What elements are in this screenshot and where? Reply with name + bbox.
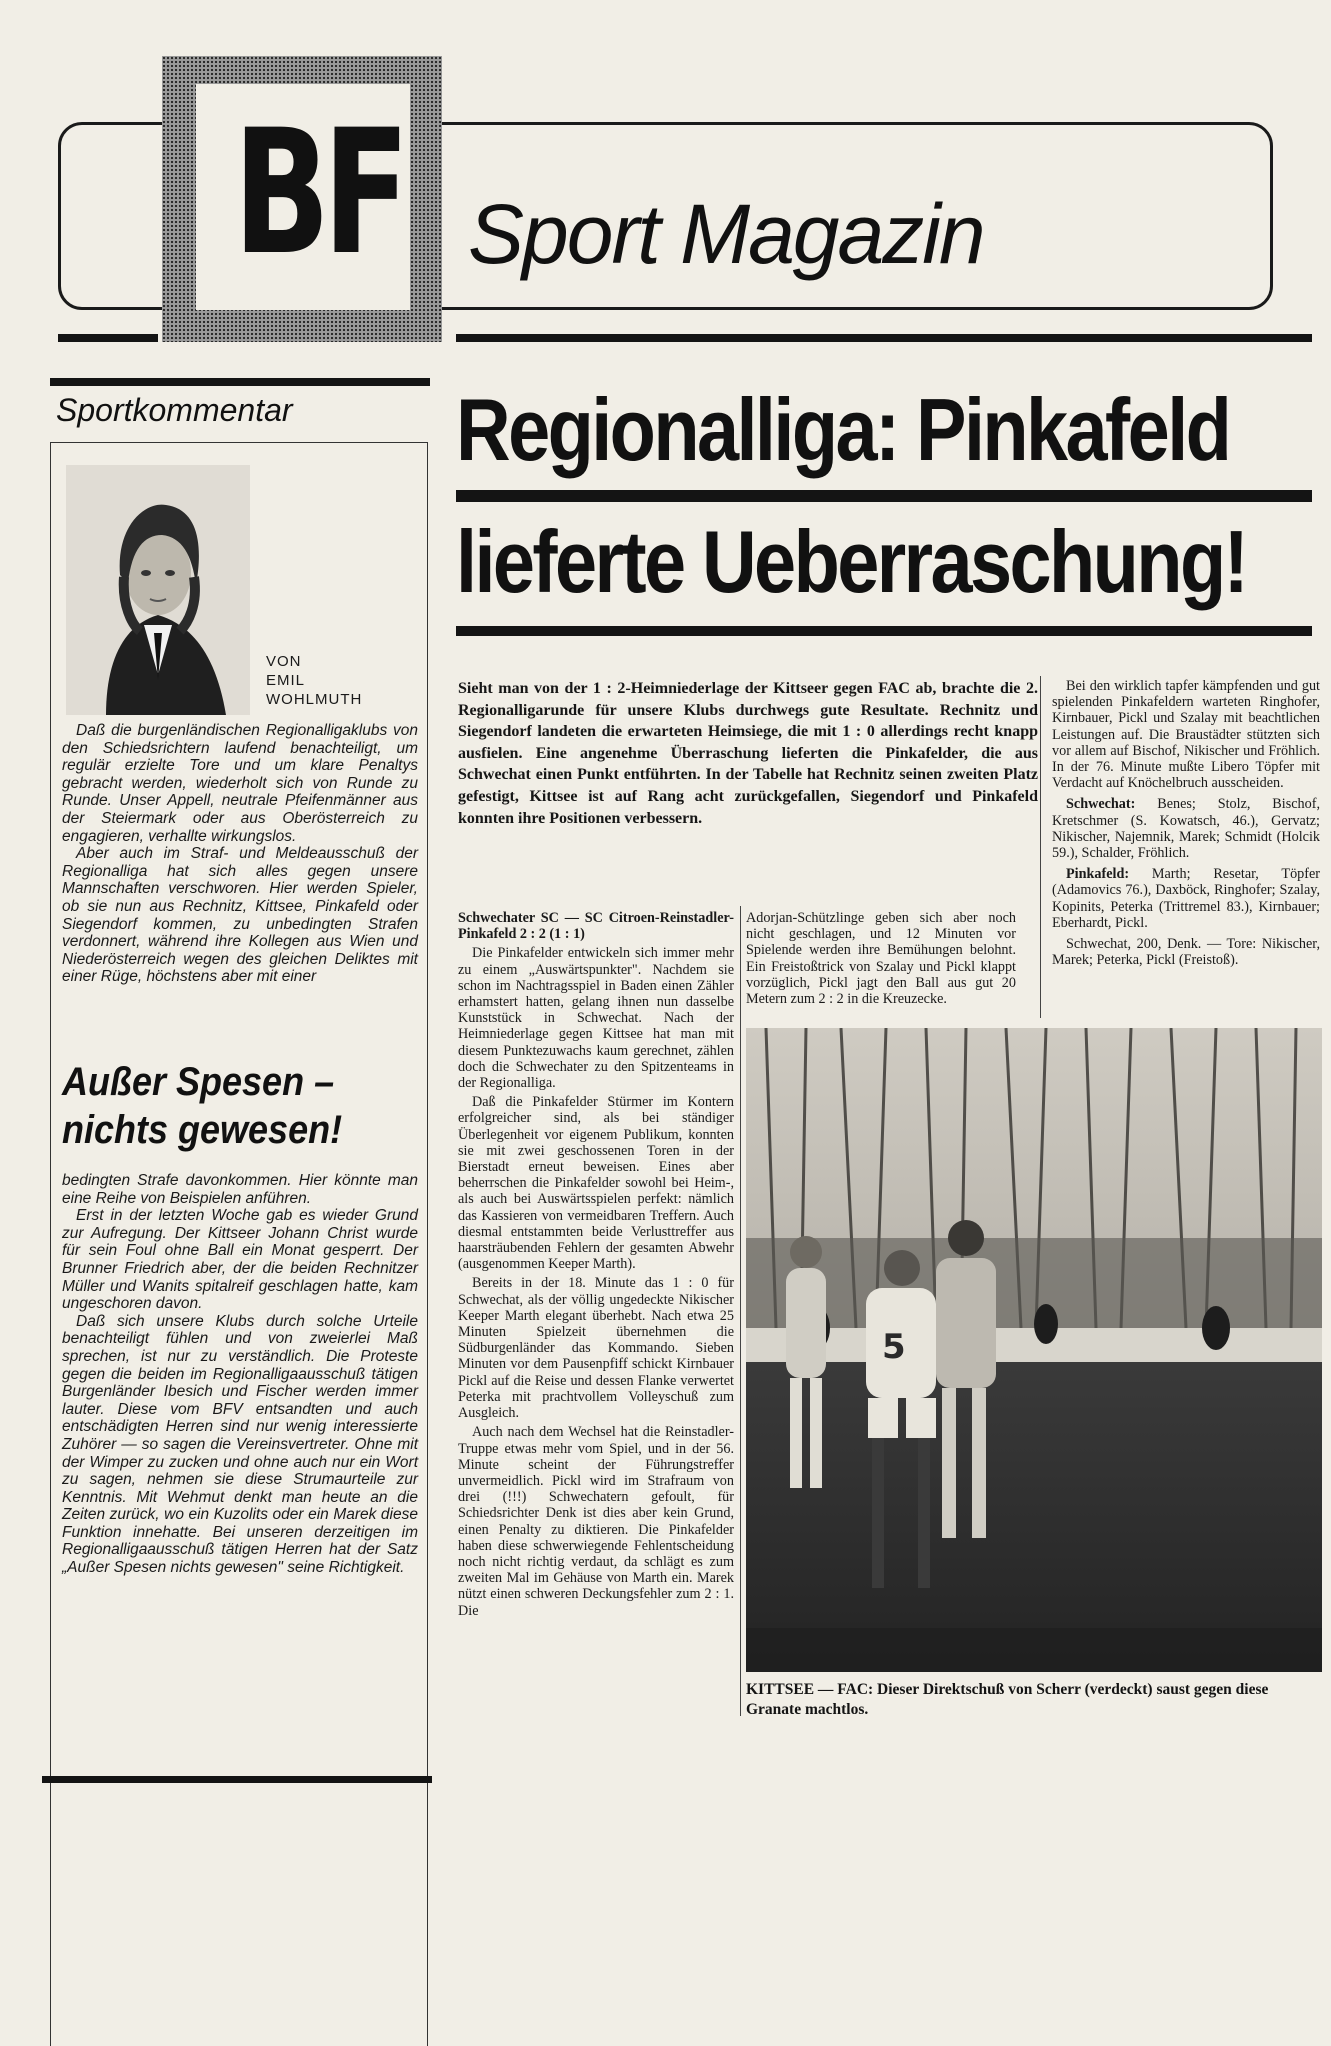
body-paragraph: Bereits in der 18. Minute das 1 : 0 für Schwechat, als der völlig ungedeckte Nikischer Keeper Marth elegant überhebt. Nach etwa 25 Minuten Spielzeit übernehmen die Südburgenländer das Kommando. Sieben Minuten vor dem Pausenpfiff schickt Kirnbauer Pickl auf die Reise und dessen Flanke verwertet Peterka mit prachtvollem Volleyschuß zum Ausgleich.	[458, 1275, 734, 1422]
column-rule-middle	[740, 906, 741, 1716]
body-paragraph: Auch nach dem Wechsel hat die Reinstadler-Truppe etwas mehr vom Spiel, und in der 56. Minute scheint der Führungstreffer unvermeidlich. Pickl wird im Strafraum von drei (!!!) Schwechatern gefoult, für Schiedsrichter Denk ist dies aber kein Grund, einen Penalty zu diktieren. Die Pinkafelder haben diese schwerwiegende Fehlentscheidung noch nicht richtig verdaut, da schlägt es zum zweiten Mal im Gehäuse von Marth ein. Marek nützt einen schweren Deckungsfehler zum 2 : 1. Die	[458, 1424, 734, 1619]
body-paragraph: Die Pinkafelder entwickeln sich immer mehr zu einem „Auswärtspunkter". Nachdem sie schon im Nachtragsspiel in Baden einen Zähler erhamstert hatten, gelang ihnen nun dasselbe Kunststück in Schwechat. Nach der Heimniederlage gegen Kittsee hat man mit diesem Punktezuwachs kaum gerechnet, zählen doch die Schwechater zu den Spitzenteams in der Regionalliga.	[458, 945, 734, 1092]
result-line: Schwechat, 200, Denk. — Tore: Nikischer, Marek; Peterka, Pickl (Freistoß).	[1052, 936, 1320, 969]
lineup-schwechat	[1052, 796, 1320, 861]
article-column-1	[458, 910, 734, 1619]
match-title: Schwechater SC — SC Citroen-Reinstadler-Pinkafeld 2 : 2 (1 : 1)	[458, 910, 734, 943]
comment-headline-line: nichts gewesen!	[62, 1108, 343, 1152]
article-side-column	[1052, 678, 1320, 968]
byline-line: VON	[266, 653, 302, 670]
match-photo-illustration	[746, 1028, 1322, 1672]
rule-comment-bottom	[42, 1776, 432, 1783]
rule-right-top	[456, 334, 1312, 342]
column-rule-side	[1040, 676, 1041, 1018]
comment-headline-line: Außer Spesen –	[62, 1060, 335, 1104]
comment-paragraph: Erst in der letzten Woche gab es wieder Grund zur Aufregung. Der Kittseer Johann Christ wurde für sein Foul ohne Ball ein Monat gesperrt. Der Brunner Friedrich aber, der die beiden Rechnitzer Müller und Wanits spitalreif geschlagen hatte, kam ungeschoren davon.	[62, 1207, 418, 1313]
photo-caption: KITTSEE — FAC: Dieser Direktschuß von Scherr (verdeckt) saust gegen diese Granate machtlos.	[746, 1681, 1269, 1718]
lineup-pinkafeld	[1052, 866, 1320, 931]
body-paragraph: Adorjan-Schützlinge geben sich aber noch nicht geschlagen, und 12 Minuten vor Spielende werden ihre Bemühungen belohnt. Ein Freistoßtrick von Szalay und Pickl klappt vorzüglich, Pickl jagt den Ball aus gut 20 Metern zum 2 : 2 in die Kreuzecke.	[746, 910, 1016, 1008]
comment-text-top	[62, 722, 418, 986]
lineup-label: Schwechat:	[1066, 796, 1136, 813]
comment-paragraph: bedingten Strafe davonkommen. Hier könnte man eine Reihe von Beispielen anführen.	[62, 1172, 418, 1207]
rule-headline-mid	[456, 490, 1312, 502]
comment-byline	[266, 652, 362, 709]
comment-kicker: Sportkommentar	[56, 392, 293, 428]
side-paragraph: Bei den wirklich tapfer kämpfenden und gut spielenden Pinkafeldern warteten Ringhofer, Kirnbauer, Pickl und Szalay mit beachtlichen Leistungen auf. Die Braustädter stützten sich vor allem auf Bischof, Nikischer und Fröhlich. In der 76. Minute mußte Libero Töpfer mit Verdacht auf Knöchelbruch ausscheiden.	[1052, 678, 1320, 792]
lineup-label: Pinkafeld:	[1066, 866, 1130, 883]
comment-paragraph: Daß sich unsere Klubs durch solche Urteile benachteiligt fühlen und von zweierlei Maß sprechen, ist nur zu verständlich. Die Proteste gegen die beiden im Regionalligaausschuß tätigen Burgenländer Ibesich und Fischer werden immer lauter. Diese vom BFV entsandten und auch entschädigten Herren sind nur wenig interessierte Zuhörer — so sagen die Vereinsvertreter. Ohne mit der Wimper zu zucken und ohne auch nur ein Wort zu sagen, nehmen sie diese Strumaurteile zur Kenntnis. Mit Wehmut denkt man heute an die Zeiten zurück, wo ein Kuzolits oder ein Marek diese Funktion innehatte. Bei unseren derzeitigen im Regionalligaausschuß tätigen Herren hat der Satz „Außer Spesen nichts gewesen" seine Richtigkeit.	[62, 1312, 418, 1577]
author-portrait-illustration	[66, 465, 250, 715]
comment-box-right-line	[427, 442, 428, 2046]
masthead-title: Sport Magazin	[468, 187, 984, 281]
comment-paragraph: Daß die burgenländischen Regionalligaklubs von den Schiedsrichtern laufend benachteiligt, um regulär erzielte Tore und um klare Penaltys gebracht werden, wiederholt sich von Runde zu Runde. Unser Appell, neutrale Pfeifenmänner aus der Steiermark oder aus Oberösterreich zu engagieren, verhallte wirkungslos.	[62, 722, 418, 845]
rule-comment-top	[50, 378, 430, 386]
rule-left-top	[58, 334, 158, 342]
photo-shirt-number: 5	[882, 1327, 906, 1367]
comment-headline	[62, 1058, 342, 1154]
article-column-2	[746, 910, 1016, 1007]
author-portrait	[66, 465, 250, 715]
article-headline-line-1: Regionalliga: Pinkafeld	[456, 380, 1230, 479]
body-paragraph: Daß die Pinkafelder Stürmer im Kontern erfolgreicher sind, als bei ständiger Überlegenheit vor eigenem Publikum, konnten sie mit zwei geschossenen Toren in der Bierstadt erneut beweisen. Eines aber beherrschen die Pinkafelder sowohl bei Heim-, als auch bei Auswärtsspielen perfekt: nämlich das Kassieren von vermeidbaren Treffern. Auch diesmal entstammten beide Verlusttreffer aus haarsträubenden Fehlern der gesamten Abwehr (ausgenommen Keeper Marth).	[458, 1094, 734, 1273]
comment-box-top-line	[50, 442, 428, 443]
byline-line: WOHLMUTH	[266, 691, 363, 708]
article-headline-line-2: lieferte Ueberraschung!	[456, 512, 1247, 611]
byline-line: EMIL	[266, 672, 306, 689]
comment-box-left-line	[50, 442, 51, 2046]
logo-text: BF	[233, 92, 403, 293]
rule-headline-bottom	[456, 626, 1312, 636]
article-lead: Sieht man von der 1 : 2-Heimniederlage der Kittseer gegen FAC ab, brachte die 2. Regionalligarunde für unsere Klubs durchwegs gute Resultate. Rechnitz und Siegendorf landeten die erwarteten Heimsiege, die mit 1 : 0 allerdings recht knapp ausfielen. Eine angenehme Überraschung lieferten die Pinkafelder, die aus Schwechat einen Punkt entführten. In der Tabelle hat Rechnitz seinen zweiten Platz gefestigt, Kittsee ist auf Rang acht zurückgefallen, Siegendorf und Pinkafeld konnten ihre Positionen verbessern.	[458, 680, 1038, 827]
lineup-text: Marth; Resetar, Töpfer (Adamovics 76.), Daxböck, Ringhofer; Szalay, Kopinits, Peterka (Trittremel 83.), Kirnbauer; Eberhardt, Pickl.	[1052, 866, 1321, 931]
comment-text-bottom	[62, 1172, 418, 1577]
lineup-text: Benes; Stolz, Bischof, Kretschmer (S. Kowatsch, 46.), Gervatz; Nikischer, Najemnik, Marek; Schmidt (Holcik 59.), Schalder, Fröhlich.	[1052, 796, 1320, 862]
comment-paragraph: Aber auch im Straf- und Meldeausschuß der Regionalliga hat sich alles gegen unsere Mannschaften verschworen. Hier werden Spieler, ob sie nun aus Rechnitz, Kittsee, Pinkafeld oder Siegendorf kommen, zu unbedingten Strafen verdonnert, während ihre Kollegen aus Wien und Niederösterreich wegen des gleichen Deliktes mit einer Rüge, höchstens aber mit einer	[62, 845, 418, 986]
match-photo	[746, 1028, 1322, 1672]
